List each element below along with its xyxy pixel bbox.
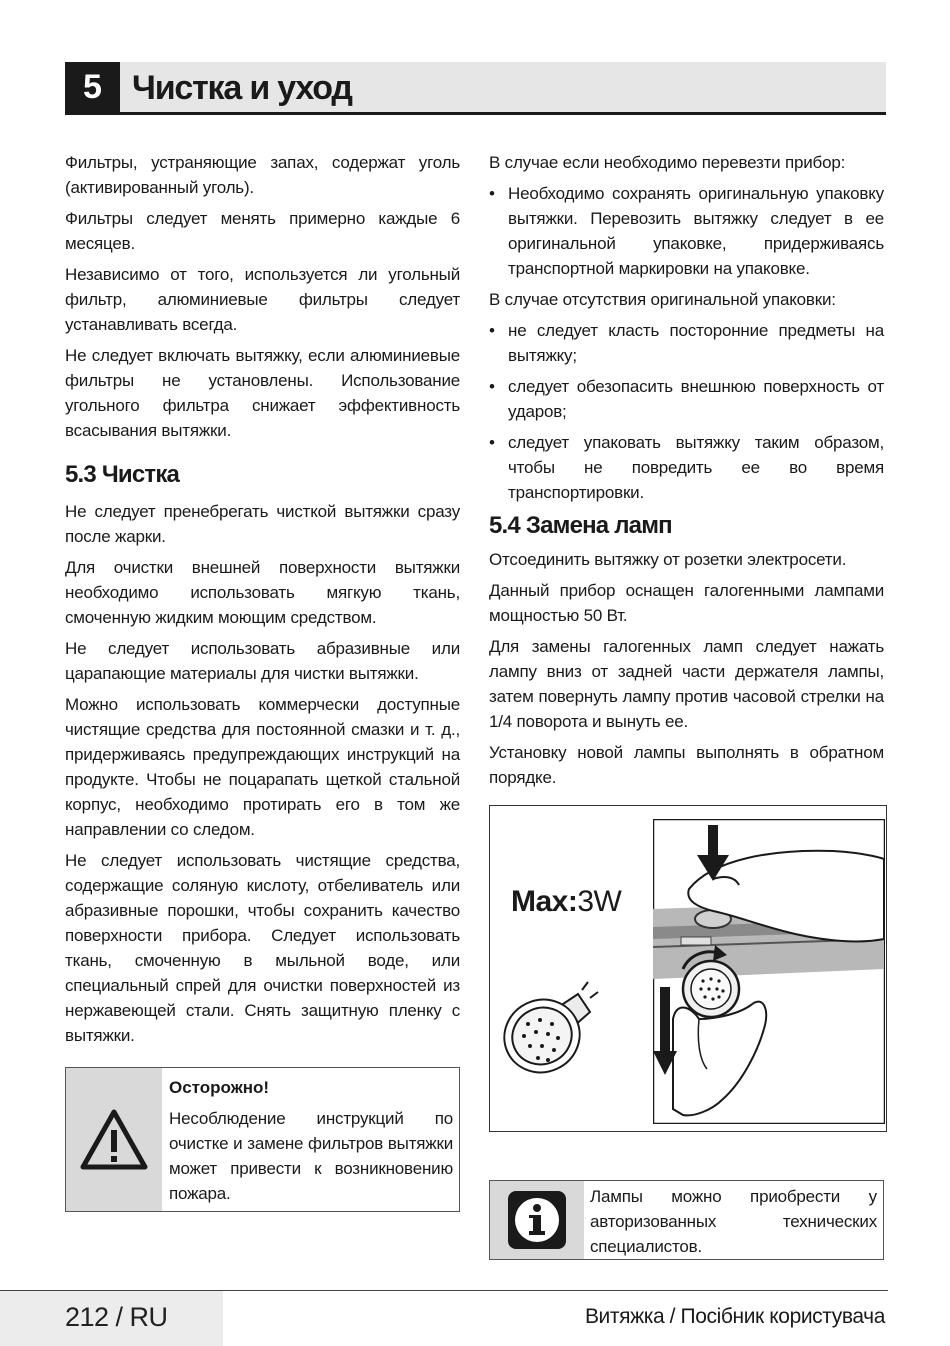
- paragraph-clean-after-cooking: Не следует пренебрегать чисткой вытяжки сразу после жарки.: [65, 502, 460, 546]
- paragraph-commercial-cleaners: Можно использовать коммерчески доступные чистящие средства для постоянной смазки и т. д., придерживаясь предупреждающих инструкций на продукте. Чтобы не поцарапать щеткой стальной корпус, необходимо протирать его в том же направлении со следом.: [65, 695, 460, 839]
- info-text: Лампы можно приобрести у авторизованных технических специалистов.: [590, 1187, 877, 1256]
- paragraph-unplug: Отсоединить вытяжку от розетки электросети.: [489, 550, 847, 569]
- paragraph-aluminium-filters: Независимо от того, используется ли угольный фильтр, алюминиевые фильтры следует устанавливать всегда.: [65, 265, 460, 334]
- halogen-lamp-illustration: [498, 974, 608, 1084]
- paragraph-stainless-care: Не следует использовать чистящие средства, содержащие соляную кислоту, отбеливатель или абразивные порошки, чтобы сохранить качество поверхности прибора. Следует использовать ткань, смоченную в мыльной воде, или специальный спрей для очистки поверхностей из нержавеющей стали. Снять защитную пленку с вытяжки.: [65, 851, 460, 1045]
- bullet-list-no-packaging: [489, 318, 884, 505]
- paragraph-soft-cloth: Для очистки внешней поверхности вытяжки необходимо использовать мягкую ткань, смоченную жидким моющим средством.: [65, 558, 460, 627]
- bullet-icon: •: [489, 184, 495, 203]
- right-column: [489, 150, 884, 796]
- chapter-number: 5: [65, 62, 120, 112]
- paragraph-no-packaging: В случае отсутствия оригинальной упаковки:: [489, 290, 836, 309]
- warning-title: Осторожно!: [169, 1078, 270, 1097]
- bullet-icon: •: [489, 377, 495, 396]
- section-title-cleaning: 5.3 Чистка: [65, 461, 180, 488]
- header-rule: [65, 112, 886, 115]
- paragraph-no-abrasives: Не следует использовать абразивные или царапающие материалы для чистки вытяжки.: [65, 639, 460, 683]
- page-number: 212 / RU: [65, 1302, 168, 1332]
- left-column: [65, 150, 460, 1054]
- chapter-title: Чистка и уход: [132, 69, 352, 107]
- paragraph-reverse-order: Установку новой лампы выполнять в обратном порядке.: [489, 743, 884, 787]
- footer-document-title: Витяжка / Посібник користувача: [584, 1305, 885, 1328]
- info-icon: [508, 1191, 566, 1249]
- warning-triangle-icon: [79, 1108, 149, 1172]
- bullet-icon: •: [489, 433, 495, 452]
- bullet-icon: •: [489, 321, 495, 340]
- section-title-lamp-replacement: 5.4 Замена ламп: [489, 512, 672, 539]
- paragraph-filter-interval: Фильтры следует менять примерно каждые 6 месяцев.: [65, 209, 460, 253]
- list-item: • следует упаковать вытяжку таким образом, чтобы не повредить ее во время транспортировки.: [489, 430, 884, 505]
- paragraph-replace-procedure: Для замены галогенных ламп следует нажать лампу вниз от задней части держателя лампы, затем повернуть лампу против часовой стрелки на 1/4 поворота и вынуть ее.: [489, 637, 884, 731]
- warning-box: [65, 1067, 460, 1212]
- list-item: • не следует класть посторонние предметы на вытяжку;: [489, 318, 884, 368]
- list-item: • следует обезопасить внешнюю поверхность от ударов;: [489, 374, 884, 424]
- paragraph-transport: В случае если необходимо перевезти прибор:: [489, 153, 846, 172]
- paragraph-filter-efficiency: Не следует включать вытяжку, если алюминиевые фильтры не установлены. Использование угольного фильтра снижает эффективность всасывания вытяжки.: [65, 346, 460, 440]
- lamp-replacement-figure: [489, 805, 887, 1132]
- bullet-list-transport: [489, 181, 884, 281]
- warning-icon-cell: [66, 1068, 162, 1211]
- info-box: [489, 1180, 884, 1260]
- paragraph-halogen-lamps: Данный прибор оснащен галогенными лампами мощностью 50 Вт.: [489, 581, 884, 625]
- paragraph-carbon-filter: Фильтры, устраняющие запах, содержат уголь (активированный уголь).: [65, 153, 460, 197]
- warning-text: Несоблюдение инструкций по очистке и замене фильтров вытяжки может привести к возникновению пожара.: [169, 1109, 453, 1203]
- hand-removing-lamp-illustration: [653, 819, 885, 1124]
- list-item: • Необходимо сохранять оригинальную упаковку вытяжки. Перевозить вытяжку следует в ее оригинальной упаковке, придерживаясь транспортной маркировки на упаковке.: [489, 181, 884, 281]
- max-wattage-label: Max:3W: [511, 885, 622, 918]
- info-icon-cell: [490, 1181, 584, 1259]
